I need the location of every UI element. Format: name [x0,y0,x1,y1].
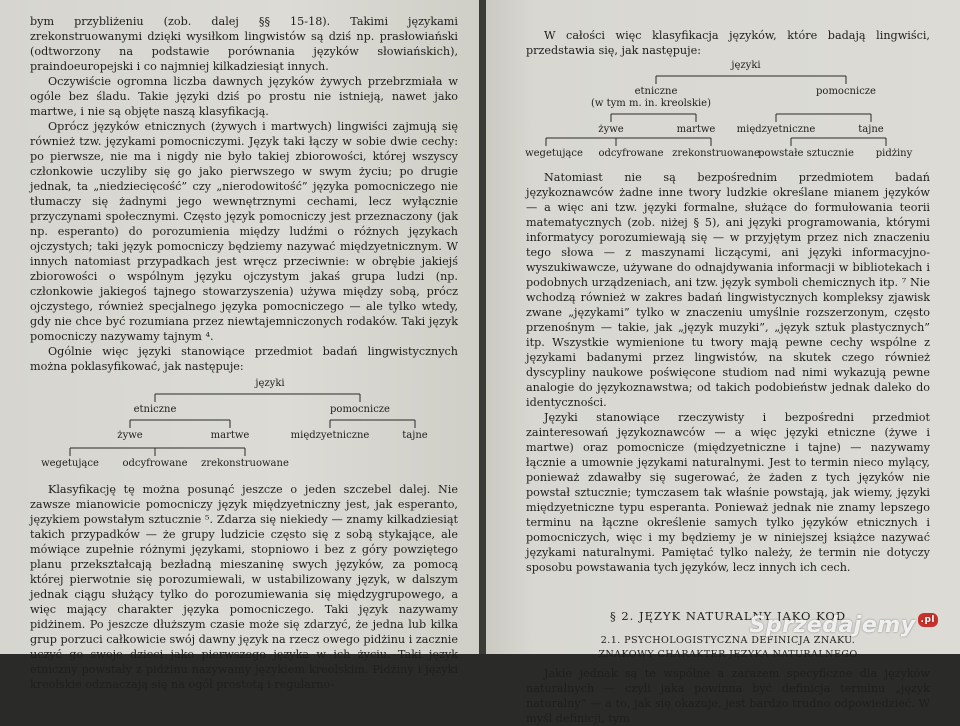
left-tree-miedzyetniczne: międzyetniczne [290,430,370,441]
right-paragraph-1: W całości więc klasyfikacja języków, które badają lingwiści, przedstawia się, jak następuje: [526,29,930,57]
right-paragraph-4: Jakie jednak są te wspólne a zarazem specyficzne dla języków naturalnych — czyli jaka powinna być definicja terminu „język naturalny” — a to, jak się okazuje, jest bardzo trudno odpowiedzieć. W myśl definicji, tym [526,667,930,725]
left-paragraph-2: Oczywiście ogromna liczba dawnych języków żywych przebrzmiała w ogóle bez śladu. Takie języki dziś po prostu nie istnieją, nawet jako martwe, i nie są objęte naszą klasyfikacją. [30,75,458,118]
right-tree-tajne: tajne [858,124,884,135]
left-classification-tree [30,374,458,482]
left-tree-odcyfrowane: odcyfrowane [122,458,188,469]
subsection-title-line-1: 2.1. PSYCHOLOGISTYCZNA DEFINICJA ZNAKU. [600,635,856,646]
left-tree-wegetujace: wegetujące [41,458,99,469]
right-tree-zrekonstruowane: zrekonstruowane [672,148,760,159]
watermark-suffix: .pl [918,613,938,627]
left-paragraph-1: bym przybliżeniu (zob. dalej §§ 15-18). Takimi językami zrekonstruowanymi dzięki wysiłkom lingwistów są dziś np. prasłowiański (odtworzony na podstawie porównania języków słowiańskich), praindoeuropejski i co najmniej kilkadziesiąt innych. [30,15,458,73]
right-tree-pomocnicze: pomocnicze [816,86,876,97]
section-title: § 2. JĘZYK NATURALNY JAKO KOD [609,609,847,623]
right-tree-wegetujace: wegetujące [525,148,583,159]
left-paragraph-3: Oprócz języków etnicznych (żywych i martwych) lingwiści zajmują się również tzw. językami pomocniczymi. Język taki łączy w sobie dwie cechy: po pierwsze, nie ma i nigdy nie było takiej zbiorowości, której wszyscy członkowie uczyliby się go jako pierwszego w swym życiu; po drugie jednak, ta „niedziecięcość” czy „nierodowitość” języka pomocniczego nie tłumaczy się żadnymi jego wewnętrznymi cechami, lecz wyłącznie przyczynami społecznymi. Często język pomocniczy jest przeznaczony (jak np. esperanto) do porozumienia między ludźmi o różnych językach ojczystych; taki język pomocniczy będziemy nazywać międzyetnicznym. W innych natomiast przypadkach jest wręcz przeciwnie: w obrębie jakiejś zbiorowości o wspólnym języku ojczystym jakaś grupa ludzi (np. członkowie jakiegoś tajnego stowarzyszenia) używa między sobą, prócz ojczystego, również specjalnego języka pomocniczego — ale tylko wtedy, gdy nie chce być rozumiana przez niewtajemniczonych rodaków. Taki język pomocniczy nazywamy tajnym ⁴. [30,120,458,343]
left-text-column [30,14,458,692]
left-tree-zrekonstruowane: zrekonstruowane [201,458,289,469]
subsection-title-line-2: ZNAKOWY CHARAKTER JĘZYKA NATURALNEGO [598,649,858,660]
right-tree-etniczne-note: (w tym m. in. kreolskie) [591,98,711,109]
right-paragraph-3: Języki stanowiące rzeczywisty i bezpośredni przedmiot zainteresowań językoznawców — a więc języki etniczne (żywe i martwe) oraz pomocnicze (międzyetniczne i tajne) — nazywamy łącznie a umownie językami naturalnymi. Jest to termin nieco mylący, ponieważ zdawałby się sugerować, że żaden z tych języków nie powstał sztucznie; tymczasem tak właśnie powstają, jak wiemy, języki międzyetniczne typu esperanta. Ponieważ jednak nie znamy lepszego terminu na łączne określenie samych tylko języków etnicznych i pomocniczych, więc i my będziemy je w niniejszej książce nazywać językami naturalnymi. Pamiętać tylko należy, że termin nie dotyczy sposobu powstawania tych języków, lecz innych ich cech. [526,411,930,574]
watermark-text: Sprzedajemy [749,613,916,638]
right-tree-miedzyetniczne: międzyetniczne [736,124,816,135]
left-tree-martwe: martwe [210,430,250,441]
watermark [750,613,938,638]
right-tree-powstale-sztucznie: powstałe sztucznie [758,148,854,159]
right-book-page [486,0,960,725]
left-tree-zywe: żywe [117,430,143,441]
left-tree-tajne: tajne [402,430,428,441]
book-gutter [479,0,486,654]
left-tree-pomocnicze: pomocnicze [330,404,390,415]
left-tree-etniczne: etniczne [133,404,177,415]
right-tree-zywe: żywe [598,124,624,135]
right-paragraph-2: Natomiast nie są bezpośrednim przedmiotem badań językoznawców żadne inne twory ludzkie określane mianem języków — a więc ani tzw. języki formalne, służące do formułowania teorii matematycznych (zob. niżej § 5), ani języki programowania, którymi informatycy porozumiewają się — w przyjętym przez nich znaczeniu tego słowa — z maszynami liczącymi, ani języki informacyjno-wyszukiwawcze, używane do odnajdywania informacji w bibliotekach i podobnych urządzeniach, ani tzw. język symboli chemicznych itp. ⁷ Nie wchodzą również w zakres badań lingwistycznych kompleksy zjawisk zwane „językami” tylko w znaczeniu umyślnie rozszerzonym, często przenośnym — takie, jak „język muzyki”, „język sztuk plastycznych” itp. Wszystkie wymienione tu twory mają pewne cechy wspólne z językami badanymi przez lingwistów, na skutek czego również dyscypliny naukowe poświęcone studiom nad nimi wykazują pewne analogie do językoznawstwa; od takich podobieństw jednak daleko do identyczności. [526,171,930,409]
right-tree-pidziny: pidżiny [875,148,913,159]
right-tree-martwe: martwe [676,124,716,135]
left-paragraph-5: Klasyfikację tę można posunąć jeszcze o jeden szczebel dalej. Nie zawsze mianowicie pomocniczy język międzyetniczny jest, jak esperanto, językiem powstałym sztucznie ⁵. Zdarza się niekiedy — znamy kilkadziesiąt takich przypadków — że grupy ludzicie często się z sobą stykające, ale mówiące zupełnie różnymi językami, stopniowo i bez z góry powziętego planu przekształcają bezładną mieszaninę swych języków, za pomocą której pierwotnie się porozumiewali, w ustabilizowany język, w dalszym jednak ciągu służący tylko do porozumiewania się międzygrupowego, a więc mający charakter języka pomocniczego. Taki język nazywamy pidżinem. Po jeszcze dłuższym czasie może się zdarzyć, że jedna lub kilka grup porzuci całkowicie swój dawny język na rzecz owego pidżinu i zacznie uczyć go swoje dzieci jako pierwszego języka w ich życiu. Taki język etniczny powstały z pidżinu nazywamy językiem kreolskim. Pidżiny i języki kreolskie odznaczają się na ogół prostotą i regularno- [30,483,458,691]
left-tree-root: języki [255,378,285,389]
right-classification-tree [526,58,930,170]
left-book-page [0,0,479,691]
left-paragraph-4: Ogólnie więc języki stanowiące przedmiot badań lingwistycznych można poklasyfikować, jak następuje: [30,345,458,373]
right-tree-root: języki [731,60,761,71]
right-tree-etniczne: etniczne [634,86,678,97]
right-tree-odcyfrowane: odcyfrowane [598,148,664,159]
